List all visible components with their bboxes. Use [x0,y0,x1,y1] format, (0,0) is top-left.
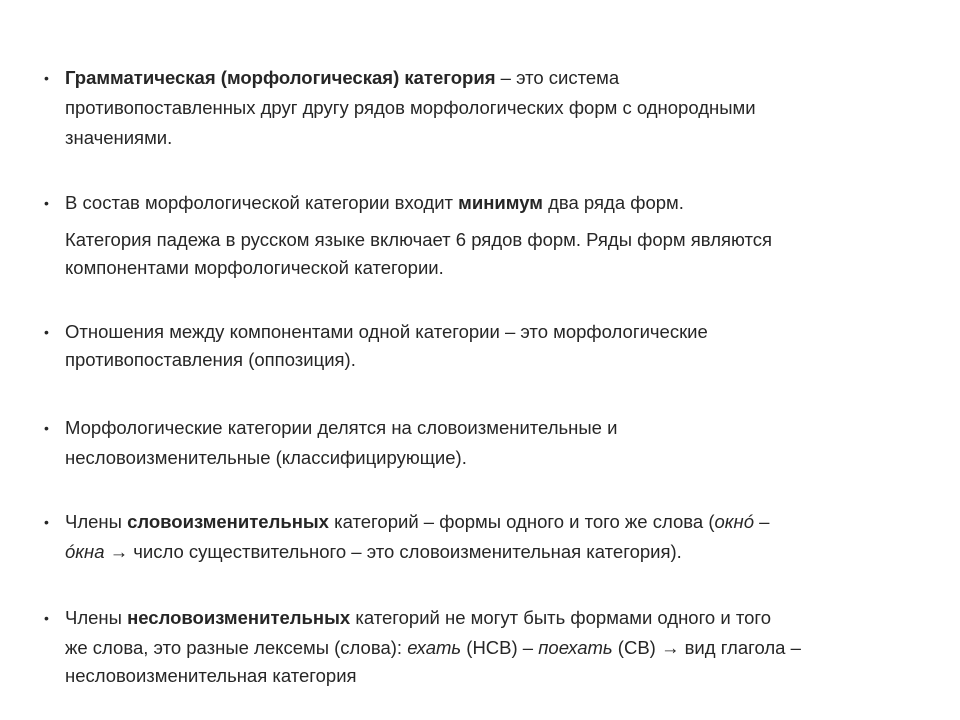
paragraph-line [65,510,769,534]
paragraph-line: значениями. [65,127,173,148]
text: (НСВ) – [461,637,539,658]
term-bold: несловоизменительных [127,607,351,628]
paragraph-line: несловоизменительные (классифицирующие). [65,447,467,468]
term-bold: Грамматическая (морфологическая) категория [65,67,496,88]
bullet-icon: • [44,610,49,626]
paragraph-line: противопоставления (оппозиция). [65,349,356,370]
paragraph-line [65,66,619,90]
example-italic: окнó [714,511,754,532]
paragraph-line: противопоставленных друг другу рядов морфологических форм с однородными [65,97,756,118]
text: категорий не могут быть формами одного и того [350,607,772,628]
example-italic: ехать [407,637,462,658]
bullet-icon: • [44,324,49,340]
paragraph-line [65,191,684,215]
paragraph-line: Морфологические категории делятся на словоизменительные и [65,417,618,438]
text: – это система [495,67,620,88]
text: В состав морфологической категории входит [65,192,459,213]
example-italic: поехать [538,637,613,658]
text: (СВ) → вид глагола – [612,637,801,658]
paragraph-line: Категория падежа в русском языке включает 6 рядов форм. Ряды форм являются [65,229,773,250]
bullet-icon: • [44,514,49,530]
text: Члены [65,511,128,532]
paragraph-line [65,540,682,564]
bullet-icon: • [44,70,49,86]
text: категорий – формы одного и того же слова ( [328,511,715,532]
paragraph-line [65,606,771,630]
bullet-icon: • [44,195,49,211]
text: же слова, это разные лексемы (слова): [65,637,408,658]
example-italic: óкна [65,541,105,562]
paragraph-line: компонентами морфологической категории. [65,257,444,278]
bullet-icon: • [44,420,49,436]
paragraph-line: несловоизменительная категория [65,665,357,686]
text: → число существительного – это словоизменительная категория). [104,541,682,562]
term-bold: минимум [458,192,543,213]
paragraph-line: Отношения между компонентами одной категории – это морфологические [65,321,708,342]
paragraph-line [65,636,801,660]
text: два ряда форм. [542,192,684,213]
text: – [753,511,770,532]
term-bold: словоизменительных [127,511,329,532]
text: Члены [65,607,128,628]
